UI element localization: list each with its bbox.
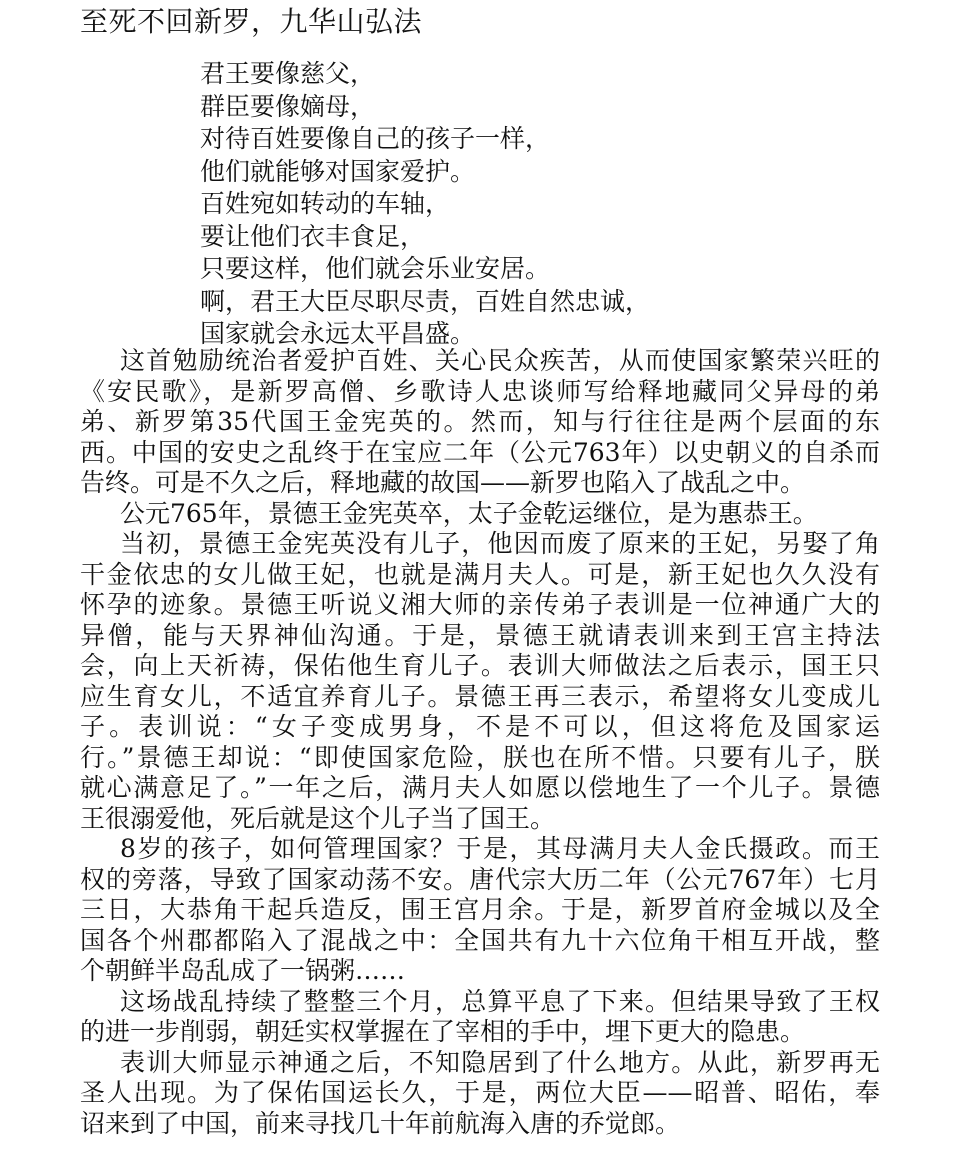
paragraph-line: 西。中国的安史之乱终于在宝应二年（公元763年）以史朝义的自杀而 — [80, 437, 880, 467]
poem-line: 只要这样，他们就会乐业安居。 — [200, 254, 551, 283]
paragraph-line: 就心满意足了。”一年之后，满月夫人如愿以偿地生了一个儿子。景德 — [80, 773, 880, 802]
paragraph-line: 这首勉励统治者爱护百姓、关心民众疾苦，从而使国家繁荣兴旺的 — [120, 346, 880, 375]
paragraph-line: 会，向上天祈祷，保佑他生育儿子。表训大师做法之后表示，国王只 — [80, 651, 880, 680]
paragraph-line: 王很溺爱他，死后就是这个儿子当了国王。 — [80, 803, 556, 833]
paragraph-line: 8岁的孩子，如何管理国家？于是，其母满月夫人金氏摄政。而王 — [120, 834, 880, 863]
paragraph-line: 诏来到了中国，前来寻找几十年前航海入唐的乔觉郎。 — [80, 1108, 681, 1138]
paragraph-line: 《安民歌》，是新罗高僧、乡歌诗人忠谈师写给释地藏同父异母的弟 — [80, 376, 880, 406]
paragraph-line: 的进一步削弱，朝廷实权掌握在了宰相的手中，埋下更大的隐患。 — [80, 1017, 806, 1046]
paragraph-line: 三日，大恭角干起兵造反，围王宫月余。于是，新罗首府金城以及全 — [80, 895, 880, 924]
paragraph-line: 公元765年，景德王金宪英卒，太子金乾运继位，是为惠恭王。 — [120, 498, 818, 528]
poem-line: 国家就会永远太平昌盛。 — [200, 319, 476, 348]
paragraph-line: 干金依忠的女儿做王妃，也就是满月夫人。可是，新王妃也久久没有 — [80, 559, 880, 589]
paragraph-line: 子。表训说：“女子变成男身，不是不可以，但这将危及国家运 — [80, 712, 880, 741]
paragraph-line: 应生育女儿，不适宜养育儿子。景德王再三表示，希望将女儿变成儿 — [80, 681, 880, 711]
poem-line: 百姓宛如转动的车轴， — [200, 189, 451, 218]
paragraph-line: 圣人出现。为了保佑国运长久，于是，两位大臣——昭普、昭佑，奉 — [80, 1078, 880, 1107]
paragraph-line: 权的旁落，导致了国家动荡不安。唐代宗大历二年（公元767年）七月 — [80, 864, 880, 894]
paragraph-line: 告终。可是不久之后，释地藏的故国——新罗也陷入了战乱之中。 — [80, 468, 806, 497]
poem-line: 要让他们衣丰食足， — [200, 221, 426, 251]
paragraph-line: 这场战乱持续了整整三个月，总算平息了下来。但结果导致了王权 — [120, 986, 880, 1016]
poem-block — [200, 58, 650, 351]
paragraph-line: 当初，景德王金宪英没有儿子，他因而废了原来的王妃，另娶了角 — [120, 529, 880, 558]
prose-body — [80, 346, 880, 1139]
poem-line: 群臣要像嫡母， — [200, 91, 376, 121]
paragraph-line: 个朝鲜半岛乱成了一锅粥…… — [80, 956, 406, 985]
paragraph-line: 国各个州郡都陷入了混战之中：全国共有九十六位角干相互开战，整 — [80, 925, 880, 955]
poem-line: 对待百姓要像自己的孩子一样， — [200, 124, 551, 153]
paragraph-line: 表训大师显示神通之后，不知隐居到了什么地方。从此，新罗再无 — [120, 1047, 880, 1077]
paragraph-line: 弟、新罗第35代国王金宪英的。然而，知与行往往是两个层面的东 — [80, 407, 880, 436]
paragraph-line: 异僧，能与天界神仙沟通。于是，景德王就请表训来到王宫主持法 — [80, 620, 880, 650]
paragraph-line: 行。”景德王却说：“即使国家危险，朕也在所不惜。只要有儿子，朕 — [80, 742, 880, 772]
poem-line: 君王要像慈父， — [200, 59, 376, 88]
poem-line: 啊，君王大臣尽职尽责，百姓自然忠诚， — [200, 286, 651, 316]
poem-line: 他们就能够对国家爱护。 — [200, 156, 476, 186]
paragraph-line: 怀孕的迹象。景德王听说义湘大师的亲传弟子表训是一位神通广大的 — [80, 590, 880, 619]
section-title: 至死不回新罗，九华山弘法 — [80, 5, 423, 38]
